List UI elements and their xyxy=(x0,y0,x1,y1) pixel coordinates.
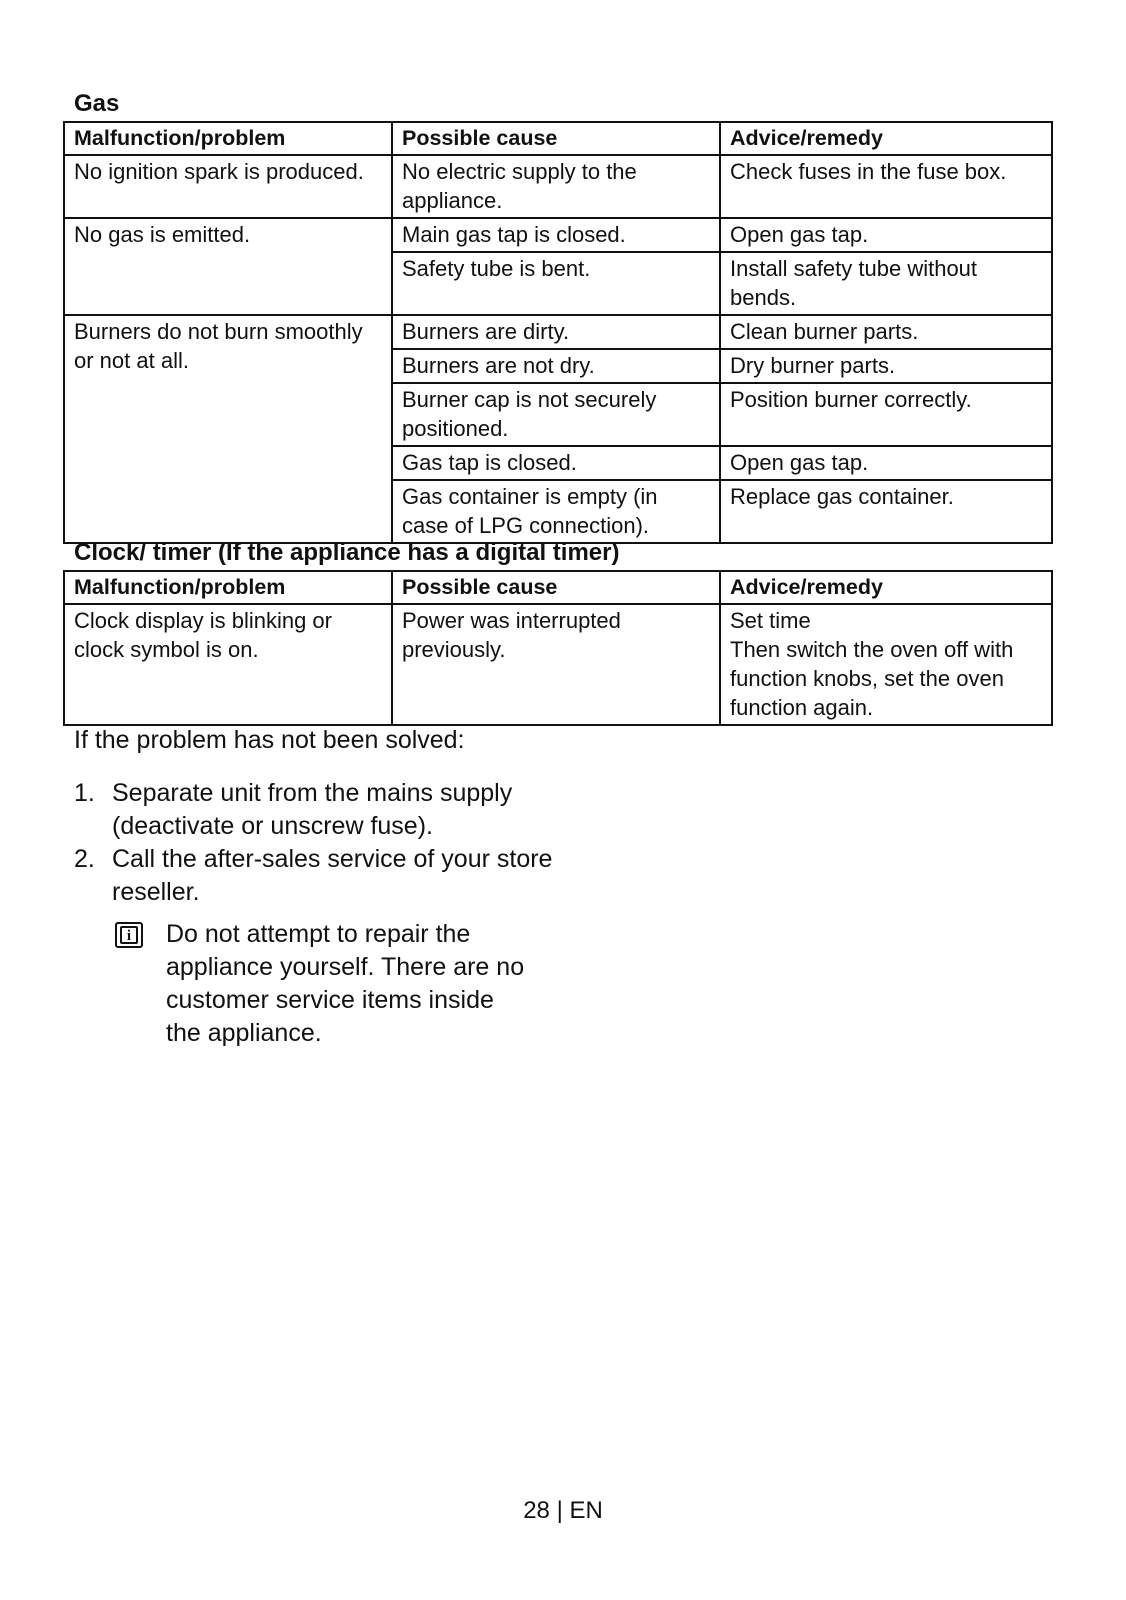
remedy-cell: Open gas tap. xyxy=(720,218,1052,252)
unsolved-problem-note: If the problem has not been solved: xyxy=(74,726,465,754)
table-header-row xyxy=(64,571,1052,604)
table-header-row xyxy=(64,122,1052,155)
remedy-line: Then switch the oven off with function knobs, set the oven function again. xyxy=(730,637,1014,720)
column-header-cause: Possible cause xyxy=(392,571,720,604)
step-text: Separate unit from the mains supply (deactivate or unscrew fuse). xyxy=(112,779,513,840)
language-code: EN xyxy=(569,1497,603,1524)
table-row xyxy=(64,315,1052,349)
clock-troubleshooting-table xyxy=(63,570,1053,726)
remedy-line: Set time xyxy=(730,608,811,633)
remedy-cell xyxy=(720,604,1052,725)
problem-cell: Clock display is blinking or clock symbol is on. xyxy=(64,604,392,725)
table-row xyxy=(64,155,1052,218)
info-notice xyxy=(115,918,535,1050)
page-footer xyxy=(0,1497,1126,1525)
step-text: Call the after-sales service of your store reseller. xyxy=(112,845,553,906)
cause-cell: Gas container is empty (in case of LPG connection). xyxy=(392,480,720,543)
problem-cell: Burners do not burn smoothly or not at all. xyxy=(64,315,392,543)
clock-section-heading: Clock/ timer (If the appliance has a digital timer) xyxy=(74,539,620,566)
steps-list xyxy=(74,777,594,909)
column-header-remedy: Advice/remedy xyxy=(720,122,1052,155)
column-header-problem: Malfunction/problem xyxy=(64,122,392,155)
list-item xyxy=(74,777,594,843)
remedy-cell: Install safety tube without bends. xyxy=(720,252,1052,315)
cause-cell: Power was interrupted previously. xyxy=(392,604,720,725)
remedy-cell: Check fuses in the fuse box. xyxy=(720,155,1052,218)
column-header-remedy: Advice/remedy xyxy=(720,571,1052,604)
cause-cell: Safety tube is bent. xyxy=(392,252,720,315)
info-text: Do not attempt to repair the appliance yourself. There are no customer service items inside the appliance. xyxy=(166,920,525,1047)
step-number: 2. xyxy=(74,845,95,873)
list-item xyxy=(74,843,594,909)
remedy-cell: Open gas tap. xyxy=(720,446,1052,480)
table-row xyxy=(64,604,1052,725)
cause-cell: Burners are dirty. xyxy=(392,315,720,349)
remedy-cell: Replace gas container. xyxy=(720,480,1052,543)
problem-cell: No ignition spark is produced. xyxy=(64,155,392,218)
problem-cell: No gas is emitted. xyxy=(64,218,392,315)
cause-cell: No electric supply to the appliance. xyxy=(392,155,720,218)
info-icon-glyph: i xyxy=(120,926,138,944)
cause-cell: Gas tap is closed. xyxy=(392,446,720,480)
gas-section-heading: Gas xyxy=(74,90,120,117)
footer-separator: | xyxy=(556,1497,563,1524)
step-number: 1. xyxy=(74,779,95,807)
column-header-problem: Malfunction/problem xyxy=(64,571,392,604)
cause-cell: Burner cap is not securely positioned. xyxy=(392,383,720,446)
remedy-cell: Position burner correctly. xyxy=(720,383,1052,446)
table-row xyxy=(64,218,1052,252)
gas-troubleshooting-table xyxy=(63,121,1053,544)
column-header-cause: Possible cause xyxy=(392,122,720,155)
cause-cell: Main gas tap is closed. xyxy=(392,218,720,252)
remedy-cell: Clean burner parts. xyxy=(720,315,1052,349)
remedy-cell: Dry burner parts. xyxy=(720,349,1052,383)
info-icon xyxy=(115,922,143,948)
cause-cell: Burners are not dry. xyxy=(392,349,720,383)
page-number: 28 xyxy=(523,1497,550,1524)
